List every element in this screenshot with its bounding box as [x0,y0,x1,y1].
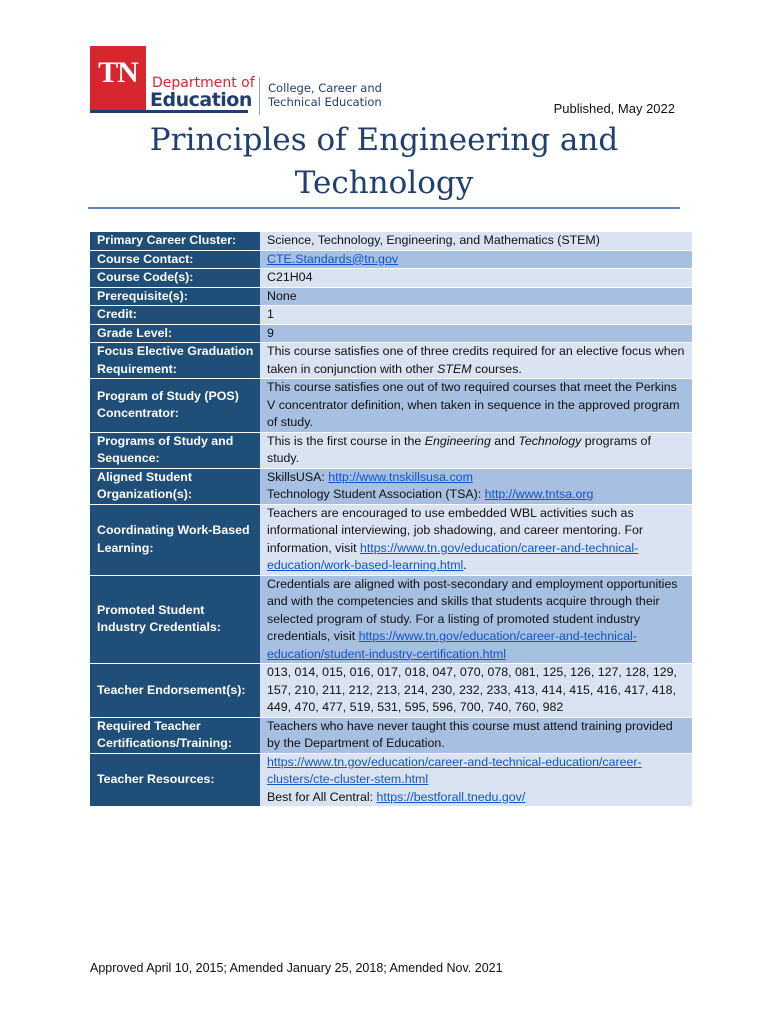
value-credit: 1 [260,306,692,325]
org-skillsusa-link[interactable]: http://www.tnskillsusa.com [328,469,473,484]
row-work-based-learning [90,504,692,575]
row-pos-concentrator [90,379,692,433]
logo-education-line: Education [150,89,252,111]
value-course-code: C21H04 [260,269,692,288]
row-course-code [90,269,692,288]
value-teacher-certifications: Teachers who have never taught this course must attend training provided by the Department of Education. [260,717,692,753]
org-tsa-link[interactable]: http://www.tntsa.org [484,487,594,501]
value-career-cluster: Science, Technology, Engineering, and Mathematics (STEM) [260,232,692,250]
sequence-text-c: programs of study. [267,433,651,465]
wbl-text-end: . [463,558,467,572]
resources-stem-link[interactable]: https://www.tn.gov/education/career-and-technical-education/career-clusters/cte-cluster-stem.html [267,754,642,786]
tn-logo-mark [90,46,146,112]
sequence-text-b: and [490,433,519,448]
sequence-text-technology: Technology [518,433,582,448]
course-title [90,119,678,205]
logo-separator [259,77,260,115]
published-date: Published, May 2022 [553,101,675,116]
row-prerequisites [90,287,692,306]
value-grade-level: 9 [260,324,692,343]
label-industry-credentials: Promoted Student Industry Credentials: [90,575,260,664]
sequence-text-a: This is the first course in the [267,433,425,448]
row-course-contact [90,250,692,269]
focus-text-a: This course satisfies one of three credits required for an elective focus when taken in conjunction with other [267,344,685,376]
label-career-cluster: Primary Career Cluster: [90,232,260,250]
value-course-contact [260,250,692,269]
focus-text-stem: STEM [437,361,472,376]
value-industry-credentials [260,575,692,664]
credentials-text: Credentials are aligned with post-secondary and employment opportunities and with the competencies and skills that students acquire through their selected program of study. For a listing of promoted student industry credentials, visit [267,576,678,643]
value-teacher-resources [260,753,692,807]
division-name-line2: Technical Education [268,95,382,109]
wbl-text: Teachers are encouraged to use embedded WBL activities such as informational interviewing, job shadowing, and career mentoring. For information, visit [267,505,644,555]
value-prerequisites: None [260,287,692,306]
row-career-cluster [90,232,692,250]
credentials-link[interactable]: https://www.tn.gov/education/career-and-technical-education/student-industry-certification.html [267,629,637,661]
org-tsa-text: Technology Student Association (TSA): [267,487,485,501]
label-teacher-endorsements: Teacher Endorsement(s): [90,664,260,718]
course-title-line2: Technology [294,165,474,201]
value-student-organizations [260,468,692,504]
row-credit [90,306,692,325]
course-info-table [90,232,692,807]
row-teacher-resources [90,753,692,807]
course-title-line1: Principles of Engineering and [149,122,619,158]
label-student-organizations: Aligned Student Organization(s): [90,468,260,504]
title-divider [88,207,680,209]
row-teacher-endorsements [90,664,692,718]
course-contact-email-link[interactable]: CTE.Standards@tn.gov [267,251,399,266]
label-course-contact: Course Contact: [90,250,260,269]
resources-bestforall-text: Best for All Central: [267,789,377,804]
value-focus-elective [260,343,692,379]
label-credit: Credit: [90,306,260,325]
value-programs-sequence [260,432,692,468]
label-prerequisites: Prerequisite(s): [90,287,260,306]
sequence-text-engineering: Engineering [424,433,491,448]
wbl-link[interactable]: https://www.tn.gov/education/career-and-technical-education/work-based-learning.html [267,540,639,572]
division-name-line1: College, Career and [268,81,382,95]
value-pos-concentrator: This course satisfies one out of two required courses that meet the Perkins V concentrator definition, when taken in sequence in the approved program of study. [260,379,692,433]
resources-bestforall-link[interactable]: https://bestforall.tnedu.gov/ [376,789,526,804]
value-work-based-learning [260,504,692,575]
label-course-code: Course Code(s): [90,269,260,288]
approval-footer: Approved April 10, 2015; Amended January 25, 2018; Amended Nov. 2021 [90,961,503,975]
label-programs-sequence: Programs of Study and Sequence: [90,432,260,468]
row-industry-credentials [90,575,692,664]
label-focus-elective: Focus Elective Graduation Requirement: [90,343,260,379]
value-teacher-endorsements: 013, 014, 015, 016, 017, 018, 047, 070, 078, 081, 125, 126, 127, 128, 129, 157, 210, 211, 212, 213, 214, 230, 232, 233, 413, 414, 415, 416, 417, 418, 449, 470, 477, 519, 531, 595, 596, 700, 740, 760, 982 [260,664,692,718]
row-student-organizations [90,468,692,504]
row-focus-elective [90,343,692,379]
label-grade-level: Grade Level: [90,324,260,343]
label-teacher-resources: Teacher Resources: [90,753,260,807]
logo-department-line: Department of [152,75,255,91]
label-work-based-learning: Coordinating Work-Based Learning: [90,504,260,575]
row-teacher-certifications [90,717,692,753]
tn-logo-text: TN [98,56,138,89]
focus-text-b: courses. [471,361,522,376]
label-pos-concentrator: Program of Study (POS) Concentrator: [90,379,260,433]
row-programs-sequence [90,432,692,468]
org-skillsusa-text: SkillsUSA: [267,469,329,484]
row-grade-level [90,324,692,343]
label-teacher-certifications: Required Teacher Certifications/Training: [90,717,260,753]
